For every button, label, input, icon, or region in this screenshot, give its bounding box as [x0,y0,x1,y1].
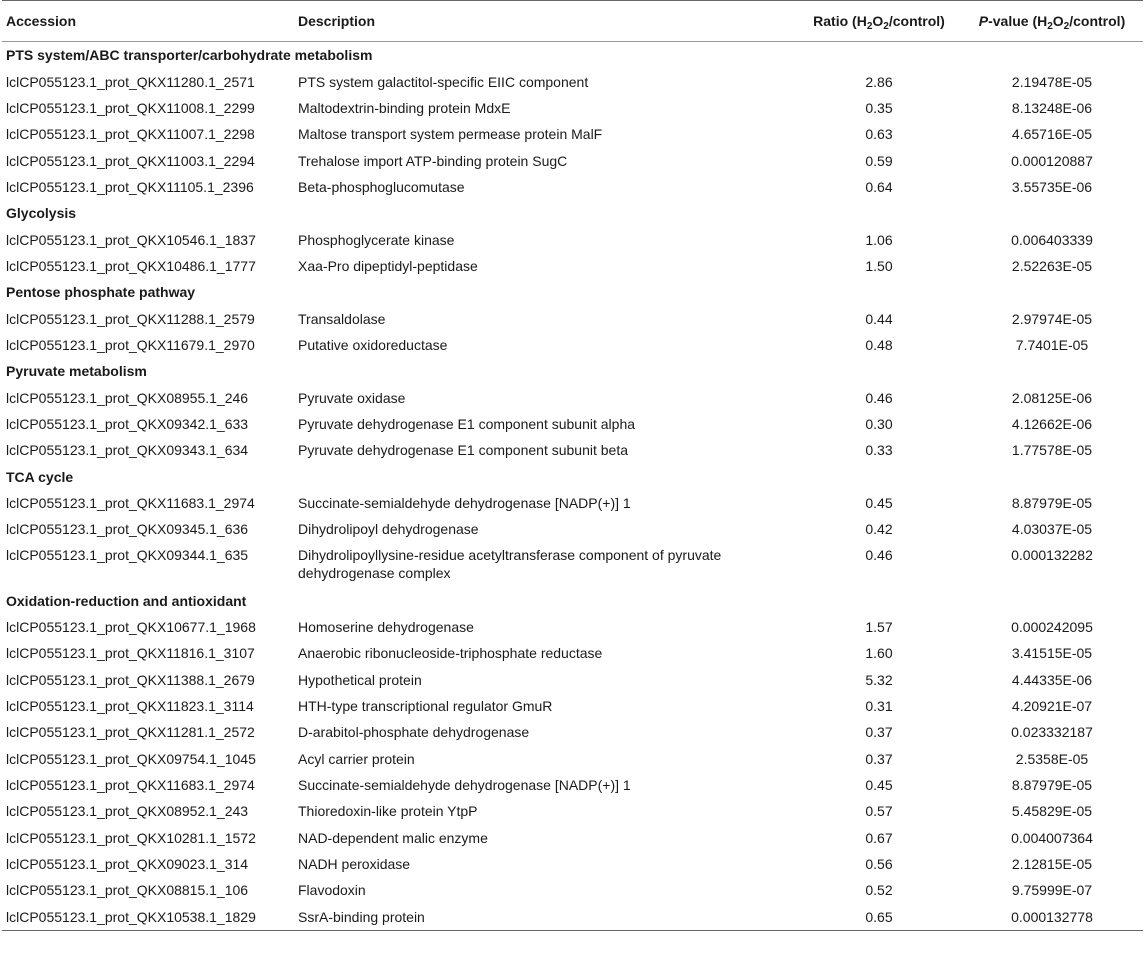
table-row [2,384,1143,410]
ratio-cell: 0.65 [797,904,961,931]
description-cell: Pyruvate oxidase [298,389,406,406]
accession-cell: lclCP055123.1_prot_QKX11280.1_2571 [6,73,255,90]
accession-cell: lclCP055123.1_prot_QKX10538.1_1829 [2,904,294,931]
accession-cell: lclCP055123.1_prot_QKX11679.1_2970 [6,336,255,353]
table-row [2,437,1143,463]
pvalue-cell: 0.023332187 [1011,724,1093,741]
ratio-cell: 0.63 [865,126,893,143]
description-cell: Dihydrolipoyl dehydrogenase [298,521,479,538]
accession-cell: lclCP055123.1_prot_QKX11683.1_2974 [6,495,255,512]
section-title: Oxidation-reduction and antioxidant [6,592,247,609]
ratio-cell: 0.46 [865,546,893,563]
table-row [2,772,1143,798]
header-row [2,1,1143,42]
ratio-cell: 0.67 [865,829,893,846]
pvalue-cell: 2.08125E-06 [1011,389,1093,406]
accession-cell: lclCP055123.1_prot_QKX11683.1_2974 [6,777,255,794]
ratio-cell: 1.50 [865,257,893,274]
table-row [2,490,1143,516]
ratio-cell: 0.37 [865,724,893,741]
table-header [2,1,1143,42]
description-cell: Succinate-semialdehyde dehydrogenase [NADP(+)] 1 [298,777,631,794]
ratio-cell: 0.56 [865,856,893,873]
header-accession: Accession [2,1,294,42]
accession-cell: lclCP055123.1_prot_QKX11008.1_2299 [6,99,255,116]
accession-cell: lclCP055123.1_prot_QKX09023.1_314 [6,856,249,873]
description-cell: Pyruvate dehydrogenase E1 component subunit beta [298,442,629,459]
section-title: TCA cycle [6,468,74,485]
description-cell: Phosphoglycerate kinase [298,231,455,248]
pvalue-cell: 1.77578E-05 [1011,442,1093,459]
ratio-cell: 0.30 [865,415,893,432]
ratio-cell: 0.46 [865,389,893,406]
accession-cell: lclCP055123.1_prot_QKX11823.1_3114 [6,698,254,715]
description-cell: PTS system galactitol-specific EIIC component [298,73,589,90]
pvalue-cell: 2.97974E-05 [1011,310,1093,327]
accession-cell: lclCP055123.1_prot_QKX09344.1_635 [6,546,249,563]
ratio-cell: 0.35 [865,99,893,116]
ratio-cell: 0.52 [865,882,893,899]
ratio-cell: 1.06 [865,231,893,248]
accession-cell: lclCP055123.1_prot_QKX08815.1_106 [6,882,249,899]
ratio-cell: 5.32 [865,671,893,688]
accession-cell: lclCP055123.1_prot_QKX11105.1_2396 [6,178,254,195]
accession-cell: lclCP055123.1_prot_QKX11816.1_3107 [6,645,255,662]
pvalue-cell: 4.03037E-05 [1011,521,1093,538]
ratio-cell: 0.31 [865,698,893,715]
table-row [2,516,1143,542]
description-cell: HTH-type transcriptional regulator GmuR [298,698,553,715]
ratio-cell: 0.37 [865,750,893,767]
pvalue-cell: 0.000242095 [1011,619,1093,636]
table-row [2,411,1143,437]
description-cell: Hypothetical protein [298,671,422,688]
section-row [2,42,1143,69]
table-row [2,332,1143,358]
description-cell: Thioredoxin-like protein YtpP [298,803,478,820]
description-cell: Transaldolase [298,310,386,327]
pvalue-cell: 0.000120887 [1011,152,1093,169]
table-row [2,746,1143,772]
pvalue-cell: 8.87979E-05 [1011,777,1093,794]
section-title: Pyruvate metabolism [6,363,147,380]
table-row [2,253,1143,279]
ratio-cell: 0.57 [865,803,893,820]
pvalue-cell: 2.5358E-05 [1015,750,1089,767]
description-cell: Maltose transport system permease protein MalF [298,126,603,143]
section-row [2,588,1143,614]
table-row [2,95,1143,121]
pvalue-cell: 0.004007364 [1011,829,1093,846]
section-row [2,358,1143,384]
accession-cell: lclCP055123.1_prot_QKX11281.1_2572 [6,724,255,741]
description-cell: Pyruvate dehydrogenase E1 component subunit alpha [298,415,636,432]
ratio-cell: 0.48 [865,336,893,353]
ratio-cell: 1.57 [865,619,893,636]
table-row [2,226,1143,252]
pvalue-cell: 8.13248E-06 [1011,99,1093,116]
pvalue-cell: 4.20921E-07 [1011,698,1093,715]
description-cell: Xaa-Pro dipeptidyl-peptidase [298,257,478,274]
pvalue-cell: 0.000132282 [1011,546,1093,563]
table-body [2,42,1143,931]
section-title: Glycolysis [6,205,77,222]
ratio-cell: 0.64 [865,178,893,195]
accession-cell: lclCP055123.1_prot_QKX09342.1_633 [6,415,249,432]
section-row [2,200,1143,226]
description-cell: Flavodoxin [298,882,366,899]
accession-cell: lclCP055123.1_prot_QKX11288.1_2579 [6,310,255,327]
ratio-cell: 0.33 [865,442,893,459]
accession-cell: lclCP055123.1_prot_QKX10486.1_1777 [6,257,256,274]
protein-table [2,0,1143,931]
header-ratio: Ratio $(H_2O_2/control)$ [797,1,961,42]
description-cell: NADH peroxidase [298,856,411,873]
description-cell: D-arabitol-phosphate dehydrogenase [298,724,530,741]
description-cell: Acyl carrier protein [298,750,415,767]
section-row [2,464,1143,490]
accession-cell: lclCP055123.1_prot_QKX11388.1_2679 [6,671,255,688]
description-cell: Trehalose import ATP-binding protein SugC [298,152,568,169]
accession-cell: lclCP055123.1_prot_QKX09343.1_634 [6,442,249,459]
description-cell: Putative oxidoreductase [298,336,448,353]
ratio-cell: 0.42 [865,521,893,538]
ratio-cell: 2.86 [865,73,893,90]
description-cell: NAD-dependent malic enzyme [298,829,488,846]
pvalue-cell: 9.75999E-07 [1011,882,1093,899]
ratio-cell: 0.44 [865,310,893,327]
pvalue-cell: 3.41515E-05 [1011,645,1093,662]
pvalue-cell: 8.87979E-05 [1011,495,1093,512]
ratio-cell: 1.60 [865,645,893,662]
description-cell: Anaerobic ribonucleoside-triphosphate reductase [298,645,603,662]
pvalue-cell: 3.55735E-06 [1011,178,1093,195]
table-row [2,121,1143,147]
table-row [2,693,1143,719]
accession-cell: lclCP055123.1_prot_QKX11007.1_2298 [6,126,255,143]
accession-cell: lclCP055123.1_prot_QKX09345.1_636 [6,521,249,538]
accession-cell: lclCP055123.1_prot_QKX08952.1_243 [6,803,249,820]
table-row [2,640,1143,666]
table-row [2,798,1143,824]
accession-cell: lclCP055123.1_prot_QKX08955.1_246 [6,389,249,406]
description-cell: Succinate-semialdehyde dehydrogenase [NADP(+)] 1 [298,495,631,512]
header-description: Description [294,1,797,42]
accession-cell: lclCP055123.1_prot_QKX10281.1_1572 [6,829,256,846]
pvalue-cell: 2.12815E-05 [1011,856,1093,873]
description-cell: Beta-phosphoglucomutase [298,178,465,195]
table-row [2,543,1143,588]
table-row [2,147,1143,173]
description-cell: Maltodextrin-binding protein MdxE [298,99,511,116]
table-row [2,68,1143,94]
table-row [2,877,1143,903]
pvalue-cell: 2.52263E-05 [1011,257,1093,274]
pvalue-cell: 4.44335E-06 [1011,671,1093,688]
table-row [2,614,1143,640]
table-row [2,825,1143,851]
accession-cell: lclCP055123.1_prot_QKX09754.1_1045 [6,750,256,767]
table-row [2,305,1143,331]
section-row [2,279,1143,305]
accession-cell: lclCP055123.1_prot_QKX10546.1_1837 [6,231,256,248]
table-row [2,719,1143,745]
table-row [2,851,1143,877]
description-cell: Homoserine dehydrogenase [298,619,474,636]
pvalue-cell: 7.7401E-05 [1015,336,1089,353]
description-cell: Dihydrolipoyllysine-residue acetyltransferase component of pyruvate dehydrogenase complex [298,546,722,581]
pvalue-cell: 4.12662E-06 [1011,415,1093,432]
section-title: Pentose phosphate pathway [6,284,196,301]
table-row [2,667,1143,693]
pvalue-cell: 0.006403339 [1011,231,1093,248]
table-row [2,174,1143,200]
pvalue-cell: 4.65716E-05 [1011,126,1093,143]
pvalue-cell: 0.000132778 [961,904,1143,931]
ratio-cell: 0.45 [865,777,893,794]
header-pvalue: P-value $(H_2O_2/control)$ [961,1,1143,42]
table-row [2,904,1143,931]
description-cell: SsrA-binding protein [294,904,797,931]
accession-cell: lclCP055123.1_prot_QKX10677.1_1968 [6,619,256,636]
pvalue-cell: 2.19478E-05 [1011,73,1093,90]
ratio-cell: 0.45 [865,495,893,512]
accession-cell: lclCP055123.1_prot_QKX11003.1_2294 [6,152,255,169]
section-title: PTS system/ABC transporter/carbohydrate metabolism [6,47,373,64]
ratio-cell: 0.59 [865,152,893,169]
pvalue-cell: 5.45829E-05 [1011,803,1093,820]
